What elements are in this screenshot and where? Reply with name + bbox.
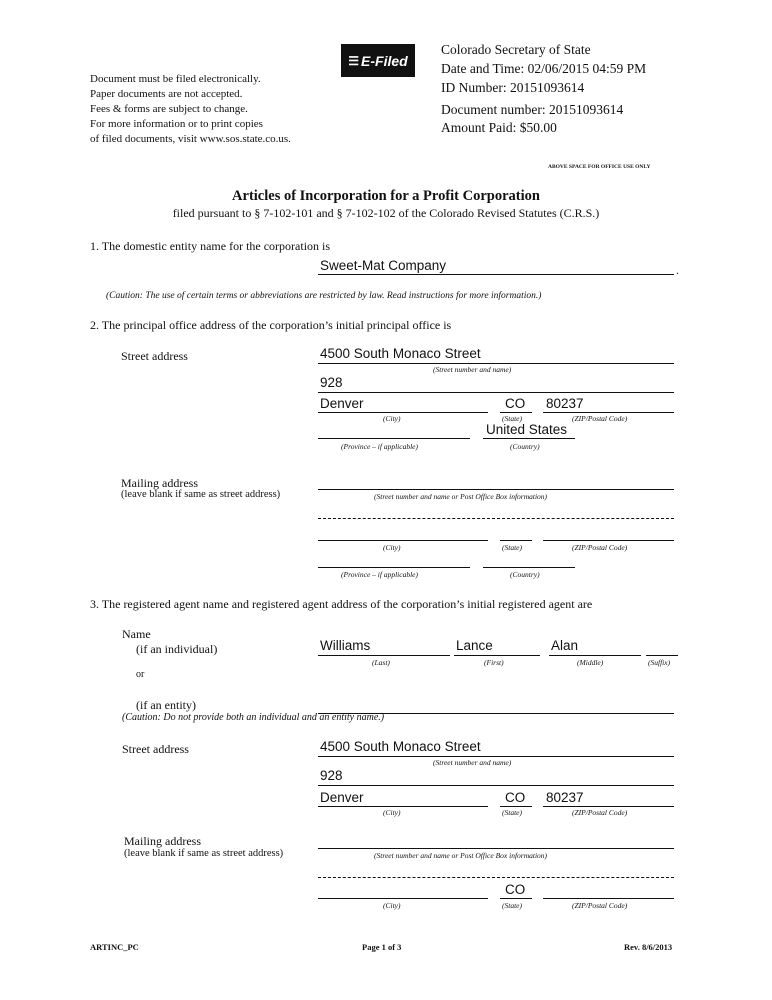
agent-last-line: [318, 655, 450, 656]
caption-state: (State): [502, 543, 522, 552]
agent-mail-zip-line: [543, 898, 674, 899]
caption-province: (Province – if applicable): [341, 442, 418, 451]
mailing-address-note: (leave blank if same as street address): [121, 489, 281, 500]
office-city-value: Denver: [320, 396, 364, 411]
if-individual-label: (if an individual): [136, 642, 218, 656]
office-name: Colorado Secretary of State: [441, 42, 591, 57]
caption-street: (Street number and name): [433, 365, 512, 374]
efile-icon: ☰: [348, 53, 360, 68]
caption-state: (State): [502, 414, 522, 423]
office-country-value: United States: [486, 422, 568, 437]
mailing-address-label: Mailing address: [121, 476, 198, 490]
caption-zip: (ZIP/Postal Code): [572, 808, 628, 817]
caption-first: (First): [484, 658, 504, 667]
caption-zip: (ZIP/Postal Code): [572, 414, 628, 423]
agent-last-value: Williams: [320, 638, 371, 653]
agent-street-line: [318, 756, 674, 757]
section-1-label: 1. The domestic entity name for the corporation is: [90, 239, 331, 253]
office-mail-street-line: [318, 489, 674, 490]
agent-zip-value: 80237: [546, 790, 584, 805]
amount-paid: Amount Paid: $50.00: [441, 120, 557, 135]
agent-first-value: Lance: [456, 638, 493, 653]
caption-last: (Last): [372, 658, 390, 667]
office-mail-zip-line: [543, 540, 674, 541]
office-state-line: [500, 412, 532, 413]
agent-middle-value: Alan: [551, 638, 579, 653]
agent-first-line: [454, 655, 540, 656]
notice-line: For more information or to print copies: [90, 118, 263, 130]
caption-street-po: (Street number and name or Post Office Box information): [374, 492, 548, 501]
caption-street-po: (Street number and name or Post Office Box information): [374, 851, 548, 860]
section-1-caution: (Caution: The use of certain terms or abbreviations are restricted by law. Read instructions for more information.): [106, 291, 542, 301]
caption-suffix: (Suffix): [648, 658, 671, 667]
agent-state-line: [500, 806, 532, 807]
document-number: Document number: 20151093614: [441, 102, 624, 117]
office-use-label: ABOVE SPACE FOR OFFICE USE ONLY: [548, 164, 651, 170]
agent-mail-street2-line: [318, 877, 674, 878]
page-subtitle: filed pursuant to § 7-102-101 and § 7-102-102 of the Colorado Revised Statutes (C.R.S.): [172, 206, 600, 220]
if-entity-label: (if an entity): [136, 698, 196, 712]
caption-zip: (ZIP/Postal Code): [572, 901, 628, 910]
office-mail-street2-line: [318, 518, 674, 519]
agent-mailing-note: (leave blank if same as street address): [124, 848, 284, 859]
caption-city: (City): [383, 808, 401, 817]
agent-name-label: Name: [122, 627, 151, 641]
agent-state-value: CO: [505, 790, 526, 805]
agent-mail-street-line: [318, 848, 674, 849]
or-label: or: [136, 669, 145, 680]
agent-street-label: Street address: [122, 742, 189, 756]
agent-city-value: Denver: [320, 790, 364, 805]
e-filed-logo: [341, 44, 415, 77]
office-mail-country-line: [483, 567, 575, 568]
section-2-label: 2. The principal office address of the corporation’s initial principal office is: [90, 318, 452, 332]
section-3-caution: (Caution: Do not provide both an individual and an entity name.): [122, 712, 385, 723]
filing-info: [441, 40, 646, 97]
caption-city: (City): [383, 901, 401, 910]
office-city-line: [318, 412, 488, 413]
caption-city: (City): [383, 543, 401, 552]
caption-state: (State): [502, 901, 522, 910]
notice-line: Fees & forms are subject to change.: [90, 103, 248, 115]
agent-mail-state-line: [500, 898, 532, 899]
office-state-value: CO: [505, 396, 526, 411]
page-number: Page 1 of 3: [362, 942, 402, 952]
logo-text: E-Filed: [361, 52, 408, 69]
caption-state: (State): [502, 808, 522, 817]
agent-middle-line: [549, 655, 641, 656]
agent-mail-city-line: [318, 898, 488, 899]
id-number: ID Number: 20151093614: [441, 80, 585, 95]
office-street-value: 4500 South Monaco Street: [320, 346, 481, 361]
office-zip-line: [543, 412, 674, 413]
caption-city: (City): [383, 414, 401, 423]
office-mail-province-line: [318, 567, 470, 568]
street-address-label: Street address: [121, 349, 188, 363]
form-code: ARTINC_PC: [90, 942, 139, 952]
notice-line: Document must be filed electronically.: [90, 73, 261, 85]
office-mail-city-line: [318, 540, 488, 541]
revision-date: Rev. 8/6/2013: [624, 942, 673, 952]
section-3-label: 3. The registered agent name and registered agent address of the corporation’s initial registered agent are: [90, 597, 593, 611]
office-street2-value: 928: [320, 375, 343, 390]
filing-info-2: [441, 101, 623, 137]
entity-name-line: [318, 274, 674, 275]
caption-middle: (Middle): [577, 658, 604, 667]
notice-line: Paper documents are not accepted.: [90, 88, 243, 100]
office-country-line: [483, 438, 575, 439]
agent-street-value: 4500 South Monaco Street: [320, 739, 481, 754]
caption-province: (Province – if applicable): [341, 570, 418, 579]
entity-name-value: Sweet-Mat Company: [320, 258, 447, 273]
filing-notice: [90, 72, 291, 147]
caption-street: (Street number and name): [433, 758, 512, 767]
office-province-line: [318, 438, 470, 439]
caption-country: (Country): [510, 442, 540, 451]
caption-zip: (ZIP/Postal Code): [572, 543, 628, 552]
office-street-line: [318, 363, 674, 364]
page-title: Articles of Incorporation for a Profit Corporation: [232, 188, 540, 204]
agent-city-line: [318, 806, 488, 807]
office-mail-state-line: [500, 540, 532, 541]
period: .: [676, 263, 679, 277]
date-time: Date and Time: 02/06/2015 04:59 PM: [441, 61, 647, 76]
agent-mail-state-value: CO: [505, 882, 526, 897]
agent-mailing-label: Mailing address: [124, 834, 201, 848]
caption-country: (Country): [510, 570, 540, 579]
agent-suffix-line: [646, 655, 678, 656]
notice-line: of filed documents, visit www.sos.state.co.us.: [90, 133, 291, 145]
agent-zip-line: [543, 806, 674, 807]
office-zip-value: 80237: [546, 396, 584, 411]
office-street2-line: [318, 392, 674, 393]
agent-street2-value: 928: [320, 768, 343, 783]
agent-street2-line: [318, 785, 674, 786]
